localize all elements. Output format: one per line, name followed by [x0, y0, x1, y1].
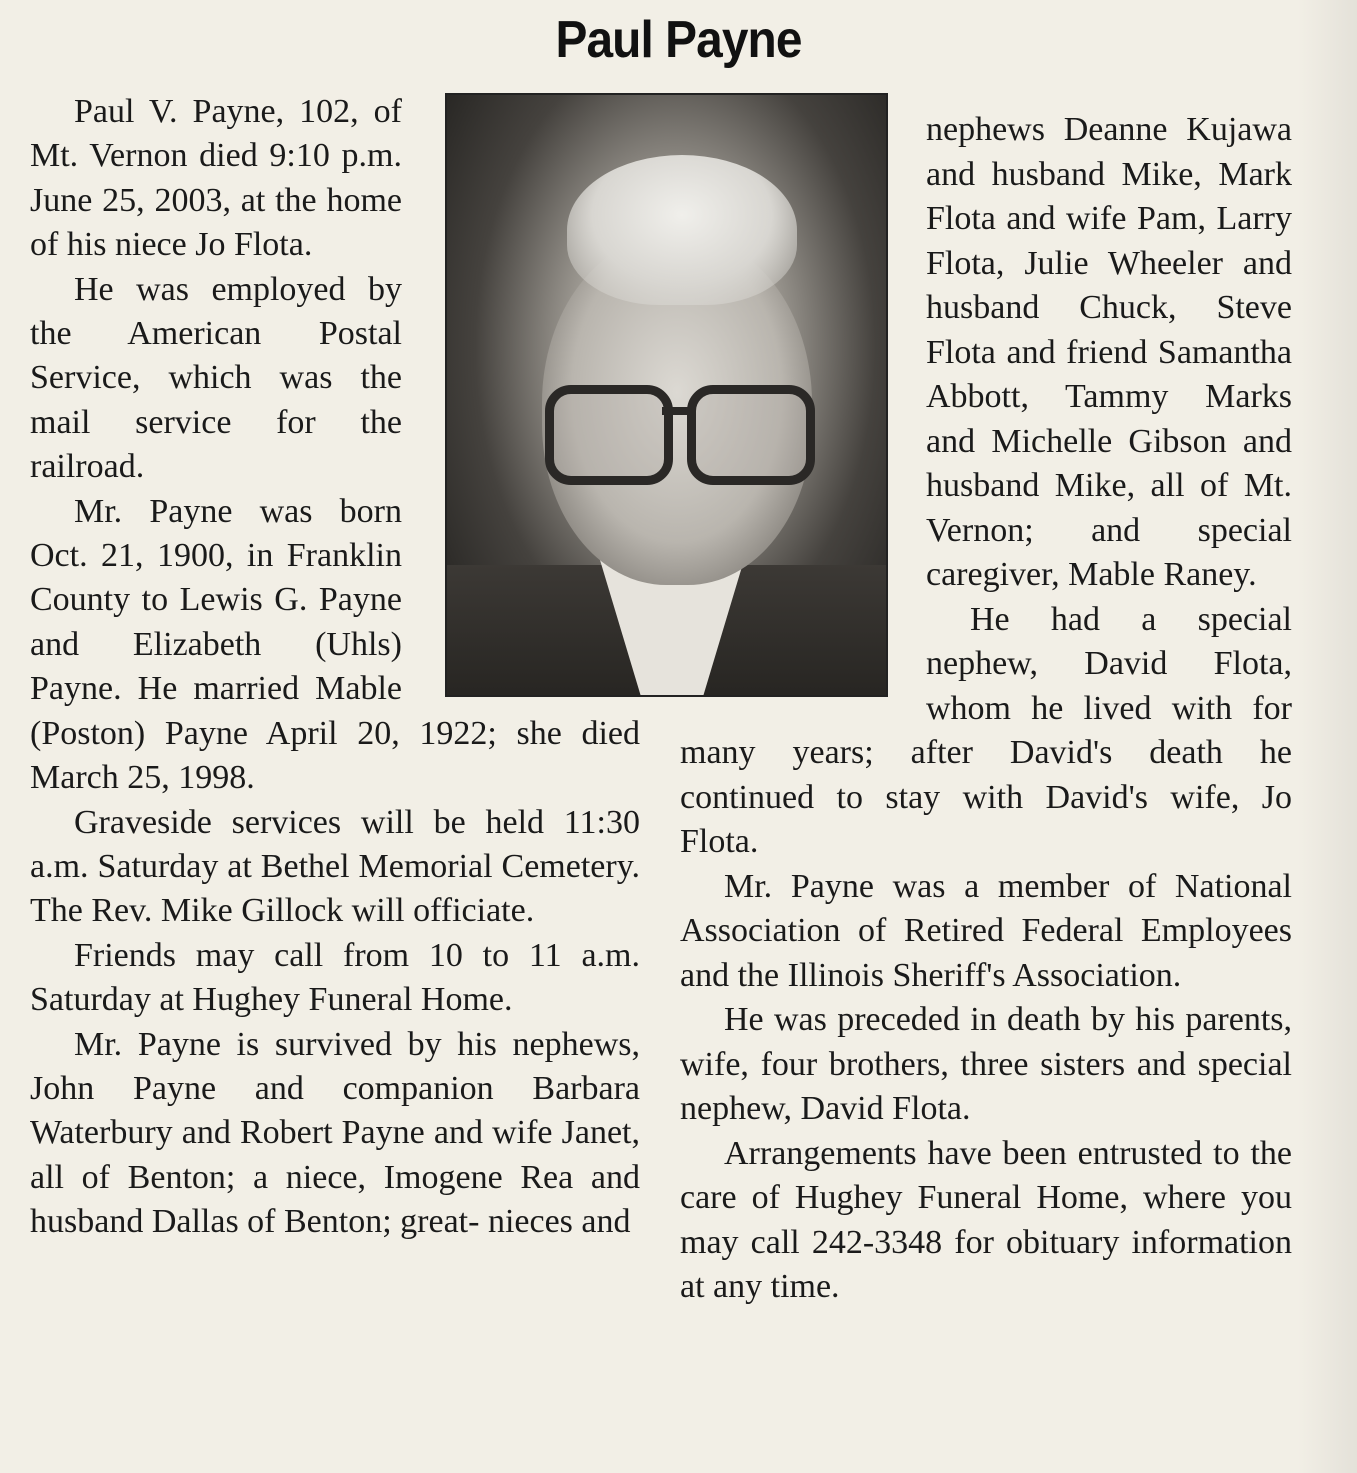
page-edge-shadow — [1297, 0, 1357, 1473]
obituary-paragraph: Mr. Payne was a member of National Association of Retired Federal Employees and the Illinois Sheriff's Association. — [680, 867, 1292, 994]
obituary-paragraph: He was preceded in death by his parents, wife, four brothers, three sisters and special nephew, David Flota. — [680, 1001, 1292, 1127]
obituary-paragraph: Friends may call from 10 to 11 a.m. Saturday at Hughey Funeral Home. — [30, 936, 640, 1019]
obituary-paragraph: Paul V. Payne, 102, of Mt. Vernon died 9:10 p.m. June 25, 2003, at the home of his niece Jo Flota. — [30, 93, 402, 264]
obituary-paragraph: Mr. Payne was born Oct. 21, 1900, in Franklin County to Lewis G. Payne and Elizabeth (Uhls) Payne. He married Mable (Poston) Payne April 20, 1922; she died March 25, 1998. — [30, 492, 640, 797]
obituary-paragraph: He had a special nephew, David Flota, whom he lived with for many years; after David's death he continued to stay with David's wife, Jo Flota. — [680, 600, 1292, 860]
photo-wrap-spacer-right — [680, 108, 926, 728]
obituary-paragraph: Arrangements have been entrusted to the care of Hughey Funeral Home, where you may call 242-3348 for obituary information at any time. — [680, 1134, 1292, 1305]
obituary-paragraph: He was employed by the American Postal Service, which was the mail service for the railroad. — [30, 270, 402, 486]
obituary-paragraph: Mr. Payne is survived by his nephews, John Payne and companion Barbara Waterbury and Robert Payne and wife Janet, all of Benton; a niece, Imogene Rea and husband Dallas of Benton; great- nieces and — [30, 1025, 640, 1241]
right-column — [680, 108, 1292, 1458]
left-column — [30, 90, 640, 1450]
photo-wrap-spacer — [402, 90, 640, 710]
obituary-paragraph: nephews Deanne Kujawa and husband Mike, Mark Flota and wife Pam, Larry Flota, Julie Wheeler and husband Chuck, Steve Flota and friend Samantha Abbott, Tammy Marks and Michelle Gibson and husband Mike, all of Mt. Vernon; and special caregiver, Mable Raney. — [926, 111, 1292, 593]
obituary-headline: Paul Payne — [555, 11, 802, 69]
obituary-paragraph: Graveside services will be held 11:30 a.m. Saturday at Bethel Memorial Cemetery. The Rev. Mike Gillock will officiate. — [30, 803, 640, 930]
